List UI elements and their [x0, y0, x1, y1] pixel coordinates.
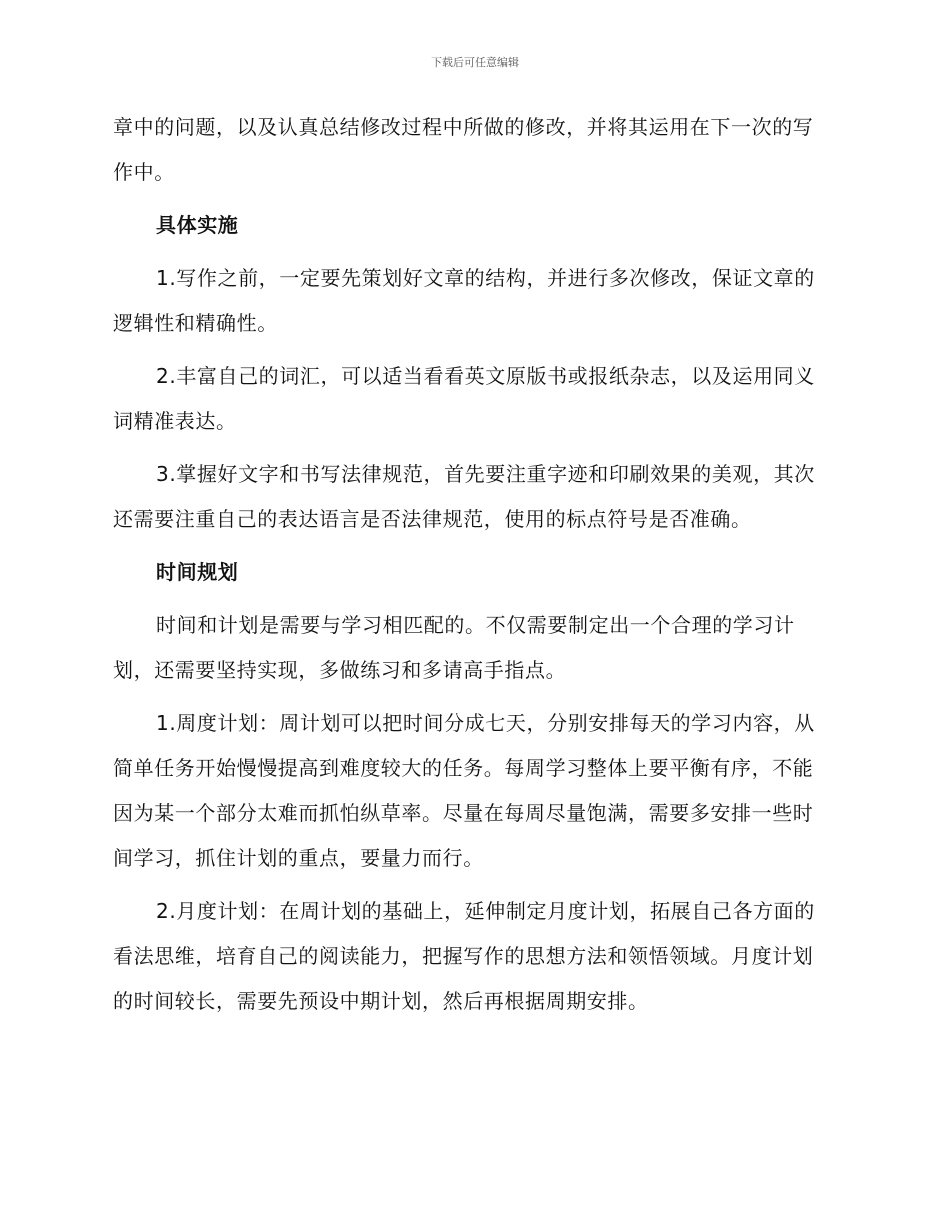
section-heading: 具体实施 [156, 213, 239, 237]
paragraph: 章中的问题，以及认真总结修改过程中所做的修改，并将其运用在下一次的写作中。 [113, 115, 814, 184]
paragraph: 2.月度计划：在周计划的基础上，延伸制定月度计划，拓展自己各方面的看法思维，培育自己的阅读能力，把握写作的思想方法和领悟领域。月度计划的时间较长，需要先预设中期计划，然后再根据周期安排。 [113, 899, 815, 1013]
document-body [113, 105, 833, 1032]
page-header: 下载后可任意编辑 [431, 56, 519, 69]
paragraph: 2.丰富自己的词汇，可以适当看看英文原版书或报纸杂志，以及运用同义词精准表达。 [113, 364, 815, 433]
paragraph: 1.周度计划：周计划可以把时间分成七天，分别安排每天的学习内容，从简单任务开始慢慢提高到难度较大的任务。每周学习整体上要平衡有序，不能因为某一个部分太难而抓怕纵草率。尽量在每周尽量饱满，需要多安排一些时间学习，抓住计划的重点，要量力而行。 [113, 711, 815, 870]
section-heading: 时间规划 [156, 560, 239, 584]
paragraph: 1.写作之前，一定要先策划好文章的结构，并进行多次修改，保证文章的逻辑性和精确性。 [113, 266, 815, 335]
paragraph: 时间和计划是需要与学习相匹配的。不仅需要制定出一个合理的学习计划，还需要坚持实现，多做练习和多请高手指点。 [113, 613, 795, 682]
paragraph: 3.掌握好文字和书写法律规范，首先要注重字迹和印刷效果的美观，其次还需要注重自己的表达语言是否法律规范，使用的标点符号是否准确。 [113, 462, 815, 531]
